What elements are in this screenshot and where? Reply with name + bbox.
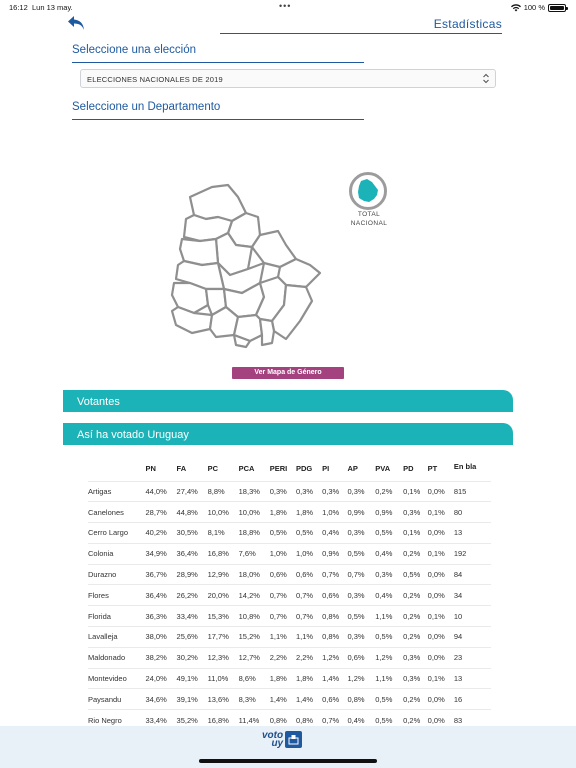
percent-cell: 0,3% bbox=[270, 481, 296, 502]
percent-cell: 0,1% bbox=[428, 668, 454, 689]
percent-cell: 0,0% bbox=[428, 564, 454, 585]
percent-cell: 0,3% bbox=[347, 523, 375, 544]
column-header: AP bbox=[347, 463, 358, 473]
table-row bbox=[88, 647, 491, 668]
column-header: PVA bbox=[375, 463, 391, 473]
percent-cell: 24,0% bbox=[146, 668, 177, 689]
percent-cell: 0,3% bbox=[322, 481, 347, 502]
percent-cell: 44,0% bbox=[146, 481, 177, 502]
percent-cell: 0,3% bbox=[375, 564, 403, 585]
percent-cell: 33,4% bbox=[146, 710, 177, 726]
map-dept-maldonado[interactable] bbox=[260, 319, 274, 345]
percent-cell: 20,0% bbox=[208, 585, 239, 606]
back-arrow-icon[interactable] bbox=[66, 14, 86, 32]
percent-cell: 1,2% bbox=[322, 647, 347, 668]
percent-cell: 0,7% bbox=[322, 710, 347, 726]
percent-cell: 25,6% bbox=[177, 627, 208, 648]
percent-cell: 0,0% bbox=[428, 523, 454, 544]
percent-cell: 0,8% bbox=[322, 627, 347, 648]
percent-cell: 0,6% bbox=[322, 689, 347, 710]
percent-cell: 8,1% bbox=[208, 523, 239, 544]
table-row bbox=[88, 564, 491, 585]
percent-cell: 15,2% bbox=[239, 627, 270, 648]
percent-cell: 1,1% bbox=[270, 627, 296, 648]
department-name-cell: Florida bbox=[88, 606, 146, 627]
percent-cell: 0,9% bbox=[322, 543, 347, 564]
department-name-cell: Canelones bbox=[88, 502, 146, 523]
percent-cell: 12,7% bbox=[239, 647, 270, 668]
percent-cell: 23 bbox=[454, 647, 491, 668]
percent-cell: 0,1% bbox=[428, 543, 454, 564]
column-header: PT bbox=[427, 463, 438, 473]
percent-cell: 13,6% bbox=[208, 689, 239, 710]
percent-cell: 36,4% bbox=[146, 585, 177, 606]
uruguay-silhouette-icon bbox=[356, 178, 380, 204]
percent-cell: 26,2% bbox=[177, 585, 208, 606]
election-select[interactable] bbox=[80, 69, 496, 88]
percent-cell: 0,7% bbox=[322, 564, 347, 585]
table-row bbox=[88, 481, 491, 502]
percent-cell: 1,2% bbox=[375, 647, 403, 668]
election-label: Seleccione una elección bbox=[72, 44, 197, 56]
percent-cell: 0,2% bbox=[403, 543, 428, 564]
percent-cell: 8,6% bbox=[239, 668, 270, 689]
percent-cell: 0,0% bbox=[428, 627, 454, 648]
percent-cell: 35,2% bbox=[177, 710, 208, 726]
percent-cell: 28,7% bbox=[146, 502, 177, 523]
percent-cell: 34,6% bbox=[146, 689, 177, 710]
percent-cell: 1,8% bbox=[296, 668, 322, 689]
percent-cell: 0,5% bbox=[270, 523, 296, 544]
percent-cell: 0,2% bbox=[375, 481, 403, 502]
title-divider bbox=[220, 33, 502, 34]
percent-cell: 34,9% bbox=[146, 543, 177, 564]
table-row bbox=[88, 606, 491, 627]
percent-cell: 36,7% bbox=[146, 564, 177, 585]
table-row bbox=[88, 627, 491, 648]
chevron-updown-icon bbox=[482, 72, 490, 85]
percent-cell: 0,9% bbox=[347, 502, 375, 523]
percent-cell: 0,5% bbox=[296, 523, 322, 544]
percent-cell: 10 bbox=[454, 606, 491, 627]
percent-cell: 0,1% bbox=[403, 523, 428, 544]
battery-percent: 100 % bbox=[523, 3, 545, 12]
percent-cell: 0,5% bbox=[403, 564, 428, 585]
percent-cell: 0,0% bbox=[428, 689, 454, 710]
department-name-cell: Artigas bbox=[88, 481, 146, 502]
column-header: PD bbox=[403, 463, 414, 473]
percent-cell: 36,4% bbox=[177, 543, 208, 564]
percent-cell: 1,4% bbox=[270, 689, 296, 710]
status-bar bbox=[0, 0, 576, 14]
department-divider bbox=[72, 119, 364, 120]
department-name-cell: Paysandu bbox=[88, 689, 146, 710]
percent-cell: 1,2% bbox=[347, 668, 375, 689]
percent-cell: 10,8% bbox=[239, 606, 270, 627]
percent-cell: 0,0% bbox=[428, 481, 454, 502]
percent-cell: 27,4% bbox=[177, 481, 208, 502]
percent-cell: 0,2% bbox=[403, 606, 428, 627]
percent-cell: 1,4% bbox=[296, 689, 322, 710]
percent-cell: 13 bbox=[454, 668, 491, 689]
percent-cell: 0,2% bbox=[403, 585, 428, 606]
percent-cell: 1,1% bbox=[375, 668, 403, 689]
percent-cell: 83 bbox=[454, 710, 491, 726]
percent-cell: 13 bbox=[454, 523, 491, 544]
percent-cell: 815 bbox=[454, 481, 491, 502]
percent-cell: 0,3% bbox=[403, 668, 428, 689]
percent-cell: 7,6% bbox=[239, 543, 270, 564]
page-title: Estadísticas bbox=[433, 17, 502, 31]
percent-cell: 1,1% bbox=[375, 606, 403, 627]
votantes-section[interactable]: Votantes bbox=[63, 390, 513, 412]
column-header: PDG bbox=[295, 463, 313, 473]
percent-cell: 0,3% bbox=[296, 481, 322, 502]
uruguay-map[interactable] bbox=[168, 183, 328, 353]
percent-cell: 16,8% bbox=[208, 543, 239, 564]
multitask-dots-icon[interactable]: ••• bbox=[279, 1, 292, 11]
department-name-cell: Cerro Largo bbox=[88, 523, 146, 544]
percent-cell: 39,1% bbox=[177, 689, 208, 710]
column-header-department bbox=[88, 448, 146, 481]
percent-cell: 1,0% bbox=[322, 502, 347, 523]
percent-cell: 0,5% bbox=[347, 543, 375, 564]
percent-cell: 11,4% bbox=[239, 710, 270, 726]
percent-cell: 17,7% bbox=[208, 627, 239, 648]
percent-cell: 0,2% bbox=[403, 627, 428, 648]
percent-cell: 2,2% bbox=[296, 647, 322, 668]
home-indicator[interactable] bbox=[199, 759, 377, 763]
percent-cell: 34 bbox=[454, 585, 491, 606]
percent-cell: 0,7% bbox=[296, 585, 322, 606]
table-row bbox=[88, 585, 491, 606]
percent-cell: 0,5% bbox=[375, 627, 403, 648]
results-table-scroll[interactable] bbox=[88, 448, 491, 726]
percent-cell: 0,5% bbox=[347, 606, 375, 627]
column-header: FA bbox=[176, 463, 187, 473]
percent-cell: 1,0% bbox=[296, 543, 322, 564]
election-select-value: ELECCIONES NACIONALES DE 2019 bbox=[87, 75, 223, 84]
percent-cell: 0,3% bbox=[347, 585, 375, 606]
percent-cell: 0,6% bbox=[322, 585, 347, 606]
department-name-cell: Durazno bbox=[88, 564, 146, 585]
table-body bbox=[88, 481, 491, 726]
column-header: En bla bbox=[453, 461, 477, 471]
percent-cell: 18,0% bbox=[239, 564, 270, 585]
percent-cell: 0,4% bbox=[375, 543, 403, 564]
percent-cell: 1,4% bbox=[322, 668, 347, 689]
column-header: PC bbox=[207, 463, 219, 473]
percent-cell: 15,3% bbox=[208, 606, 239, 627]
status-date: Lun 13 may. bbox=[32, 3, 73, 12]
department-name-cell: Montevideo bbox=[88, 668, 146, 689]
percent-cell: 0,4% bbox=[347, 710, 375, 726]
percent-cell: 2,2% bbox=[270, 647, 296, 668]
percent-cell: 0,8% bbox=[322, 606, 347, 627]
percent-cell: 0,6% bbox=[270, 564, 296, 585]
percent-cell: 30,2% bbox=[177, 647, 208, 668]
percent-cell: 0,8% bbox=[347, 689, 375, 710]
election-divider bbox=[72, 62, 364, 63]
percent-cell: 14,2% bbox=[239, 585, 270, 606]
percent-cell: 0,7% bbox=[296, 606, 322, 627]
percent-cell: 0,3% bbox=[403, 647, 428, 668]
total-nacional-label: TOTAL NACIONAL bbox=[350, 211, 388, 227]
gender-map-button[interactable]: Ver Mapa de Género bbox=[232, 367, 344, 379]
percent-cell: 0,5% bbox=[375, 523, 403, 544]
table-row bbox=[88, 689, 491, 710]
logo-text: voto uy bbox=[262, 729, 284, 749]
results-section[interactable]: Así ha votado Uruguay bbox=[63, 423, 513, 445]
percent-cell: 0,5% bbox=[375, 710, 403, 726]
percent-cell: 0,4% bbox=[322, 523, 347, 544]
percent-cell: 192 bbox=[454, 543, 491, 564]
percent-cell: 44,8% bbox=[177, 502, 208, 523]
percent-cell: 0,6% bbox=[347, 647, 375, 668]
percent-cell: 0,7% bbox=[270, 606, 296, 627]
percent-cell: 0,6% bbox=[296, 564, 322, 585]
status-time: 16:12 bbox=[9, 3, 28, 12]
percent-cell: 36,3% bbox=[146, 606, 177, 627]
percent-cell: 18,3% bbox=[239, 481, 270, 502]
percent-cell: 49,1% bbox=[177, 668, 208, 689]
percent-cell: 84 bbox=[454, 564, 491, 585]
ballot-box-icon bbox=[285, 731, 302, 748]
department-name-cell: Lavalleja bbox=[88, 627, 146, 648]
percent-cell: 12,9% bbox=[208, 564, 239, 585]
battery-icon bbox=[548, 4, 566, 12]
percent-cell: 16 bbox=[454, 689, 491, 710]
percent-cell: 80 bbox=[454, 502, 491, 523]
total-nacional-button[interactable] bbox=[349, 172, 387, 210]
percent-cell: 1,8% bbox=[270, 502, 296, 523]
percent-cell: 28,9% bbox=[177, 564, 208, 585]
table-row bbox=[88, 710, 491, 726]
column-header: PCA bbox=[238, 463, 255, 473]
percent-cell: 0,3% bbox=[347, 627, 375, 648]
status-right bbox=[511, 3, 566, 12]
percent-cell: 10,0% bbox=[208, 502, 239, 523]
percent-cell: 38,2% bbox=[146, 647, 177, 668]
department-name-cell: Maldonado bbox=[88, 647, 146, 668]
table-header-row bbox=[88, 448, 491, 481]
department-name-cell: Flores bbox=[88, 585, 146, 606]
percent-cell: 38,0% bbox=[146, 627, 177, 648]
column-header: PI bbox=[322, 463, 330, 473]
percent-cell: 0,8% bbox=[270, 710, 296, 726]
percent-cell: 0,1% bbox=[403, 481, 428, 502]
percent-cell: 1,8% bbox=[270, 668, 296, 689]
percent-cell: 0,7% bbox=[270, 585, 296, 606]
percent-cell: 10,0% bbox=[239, 502, 270, 523]
table-row bbox=[88, 668, 491, 689]
percent-cell: 0,1% bbox=[428, 502, 454, 523]
percent-cell: 16,8% bbox=[208, 710, 239, 726]
percent-cell: 0,3% bbox=[347, 481, 375, 502]
percent-cell: 12,3% bbox=[208, 647, 239, 668]
percent-cell: 0,2% bbox=[403, 710, 428, 726]
department-label: Seleccione un Departamento bbox=[72, 101, 221, 113]
percent-cell: 18,8% bbox=[239, 523, 270, 544]
table-row bbox=[88, 523, 491, 544]
percent-cell: 40,2% bbox=[146, 523, 177, 544]
percent-cell: 0,1% bbox=[428, 606, 454, 627]
percent-cell: 8,8% bbox=[208, 481, 239, 502]
percent-cell: 0,5% bbox=[375, 689, 403, 710]
department-name-cell: Colonia bbox=[88, 543, 146, 564]
percent-cell: 30,5% bbox=[177, 523, 208, 544]
percent-cell: 0,0% bbox=[428, 585, 454, 606]
percent-cell: 0,3% bbox=[403, 502, 428, 523]
table-row bbox=[88, 543, 491, 564]
percent-cell: 1,0% bbox=[270, 543, 296, 564]
wifi-icon bbox=[511, 4, 521, 12]
percent-cell: 94 bbox=[454, 627, 491, 648]
percent-cell: 8,3% bbox=[239, 689, 270, 710]
percent-cell: 33,4% bbox=[177, 606, 208, 627]
percent-cell: 0,0% bbox=[428, 647, 454, 668]
percent-cell: 0,9% bbox=[375, 502, 403, 523]
percent-cell: 1,8% bbox=[296, 502, 322, 523]
results-table bbox=[88, 448, 491, 726]
votouy-logo[interactable] bbox=[262, 731, 302, 748]
percent-cell: 0,7% bbox=[347, 564, 375, 585]
department-name-cell: Rio Negro bbox=[88, 710, 146, 726]
percent-cell: 11,0% bbox=[208, 668, 239, 689]
percent-cell: 0,4% bbox=[375, 585, 403, 606]
percent-cell: 0,2% bbox=[403, 689, 428, 710]
percent-cell: 1,1% bbox=[296, 627, 322, 648]
percent-cell: 0,0% bbox=[428, 710, 454, 726]
column-header: PN bbox=[145, 463, 156, 473]
column-header: PERI bbox=[269, 463, 288, 473]
table-row bbox=[88, 502, 491, 523]
percent-cell: 0,8% bbox=[296, 710, 322, 726]
